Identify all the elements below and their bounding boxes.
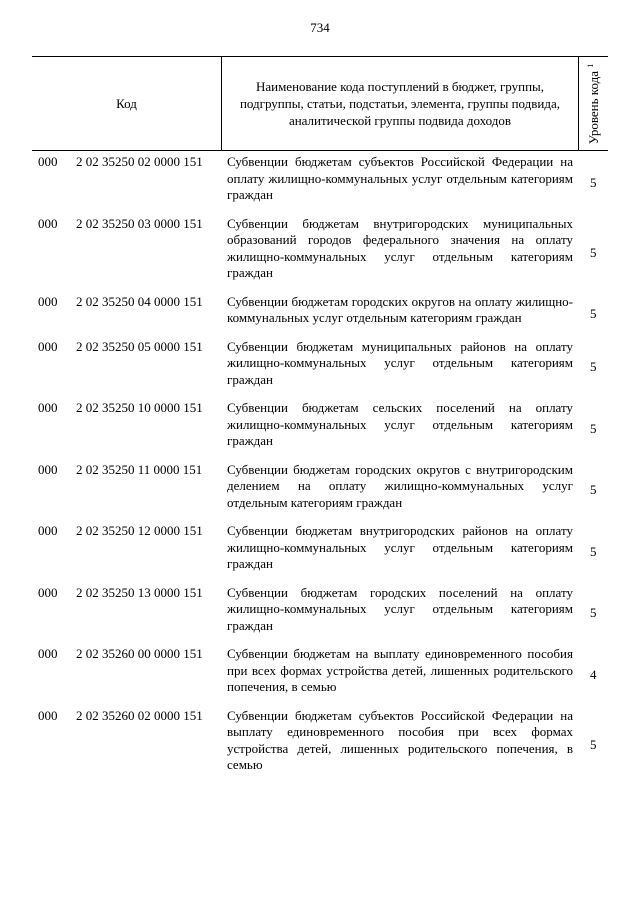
row-name: Субвенции бюджетам городских поселений на оплату жилищно-коммунальных услуг отдельным категориям граждан xyxy=(227,584,573,633)
header-name xyxy=(222,57,579,150)
row-admin-code: 000 xyxy=(38,400,58,415)
header-level xyxy=(579,57,608,150)
header-code-label: Код xyxy=(116,95,137,111)
row-name: Субвенции бюджетам внутригородских районов на оплату жилищно-коммунальных услуг отдельным категориям граждан xyxy=(227,523,573,571)
row-name: Субвенции бюджетам внутригородских муниципальных образований городов федерального значения на оплату жилищно-коммунальных услуг отдельным категориям граждан xyxy=(227,215,573,280)
row-name: Субвенции бюджетам городских округов с внутригородским делением на оплату жилищно-коммунальных услуг отдельным категориям граждан xyxy=(227,461,573,510)
row-level: 5 xyxy=(590,482,597,498)
row-name: Субвенции бюджетам сельских поселений на оплату жилищно-коммунальных услуг отдельным категориям граждан xyxy=(227,400,573,448)
table-row xyxy=(32,585,608,635)
header-level-footnote: 1 xyxy=(585,63,595,68)
table-row xyxy=(32,523,608,573)
row-level: 5 xyxy=(590,420,597,436)
row-admin-code: 000 xyxy=(38,646,58,661)
row-name: Субвенции бюджетам субъектов Российской Федерации на оплату жилищно-коммунальных услуг отдельным категориям граждан xyxy=(227,154,573,202)
row-admin-code: 000 xyxy=(38,293,58,309)
row-code: 2 02 35250 10 0000 151 xyxy=(76,400,203,415)
row-name: Субвенции бюджетам на выплату единовременного пособия при всех формах устройства детей, лишенных родительского попечения, в семью xyxy=(227,646,573,694)
row-level: 5 xyxy=(590,736,597,752)
row-admin-code: 000 xyxy=(38,707,58,723)
row-name: Субвенции бюджетам муниципальных районов на оплату жилищно-коммунальных услуг отдельным категориям граждан xyxy=(227,338,573,387)
row-code: 2 02 35260 02 0000 151 xyxy=(76,707,203,723)
row-level: 5 xyxy=(590,306,597,321)
row-code: 2 02 35250 04 0000 151 xyxy=(76,293,203,309)
row-level: 5 xyxy=(590,605,597,621)
row-admin-code: 000 xyxy=(38,523,58,538)
row-admin-code: 000 xyxy=(38,584,58,600)
table-row xyxy=(32,339,608,389)
row-level: 5 xyxy=(590,174,597,190)
page-number: 734 xyxy=(310,20,330,35)
row-admin-code: 000 xyxy=(38,215,58,231)
table-row xyxy=(32,646,608,696)
row-code: 2 02 35250 02 0000 151 xyxy=(76,154,203,169)
row-level: 4 xyxy=(590,666,597,682)
row-admin-code: 000 xyxy=(38,461,58,477)
table-row xyxy=(32,294,608,327)
header-level-label xyxy=(585,63,601,143)
table-row xyxy=(32,400,608,450)
table-row xyxy=(32,708,608,774)
row-code: 2 02 35250 12 0000 151 xyxy=(76,523,203,538)
row-code: 2 02 35260 00 0000 151 xyxy=(76,646,203,661)
header-name-label: Наименование кода поступлений в бюджет, группы, подгруппы, статьи, подстатьи, элемента, группы подвида, аналитической группы подвида доходов xyxy=(239,79,561,128)
row-code: 2 02 35250 13 0000 151 xyxy=(76,584,203,600)
row-level: 5 xyxy=(590,543,597,559)
header-code xyxy=(32,57,222,150)
row-name: Субвенции бюджетам субъектов Российской Федерации на выплату единовременного пособия при всех формах устройства детей, лишенных родительского попечения, в семью xyxy=(227,707,573,772)
table-body xyxy=(32,154,608,786)
row-code: 2 02 35250 11 0000 151 xyxy=(76,461,203,477)
row-name: Субвенции бюджетам городских округов на оплату жилищно-коммунальных услуг отдельным категориям граждан xyxy=(227,293,573,325)
table-row xyxy=(32,216,608,282)
row-level: 5 xyxy=(590,244,597,260)
row-code: 2 02 35250 03 0000 151 xyxy=(76,215,203,231)
table-header xyxy=(32,56,608,151)
table-row xyxy=(32,154,608,204)
row-admin-code: 000 xyxy=(38,338,58,354)
row-admin-code: 000 xyxy=(38,154,58,169)
row-level: 5 xyxy=(590,359,597,375)
header-level-text: Уровень кода xyxy=(585,70,601,144)
row-code: 2 02 35250 05 0000 151 xyxy=(76,338,203,354)
table-row xyxy=(32,462,608,512)
